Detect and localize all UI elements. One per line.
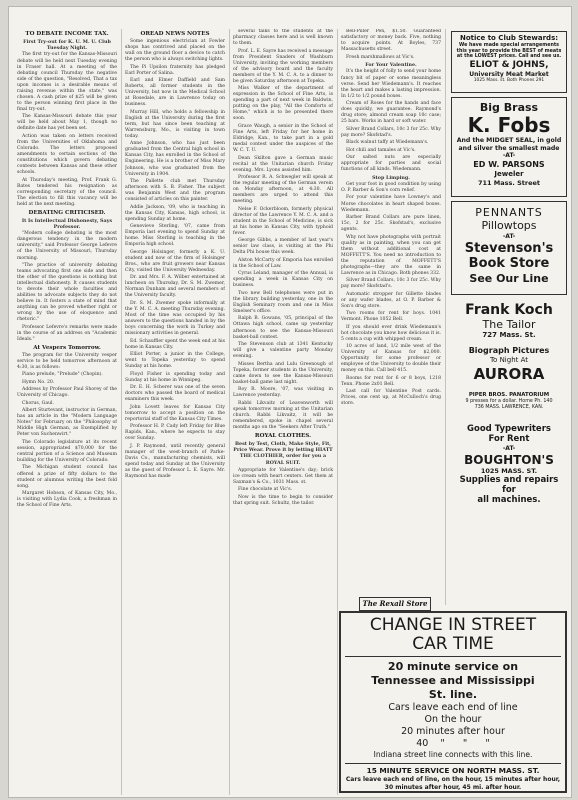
ad-cta: See Our Line [469,272,549,285]
paragraph: Floyd Fisher is spending today and Sunday at his home in Winnipeg. [125,371,225,383]
ad-title: CAR TIME [412,634,494,654]
paragraph: Elliot Porter, a junior in the College, went to Topeka yesterday to spend Sunday at his home. [125,351,225,370]
headline-vespers: At Vespers Tomorrow. [33,344,101,351]
column-rule [337,29,338,795]
ad-headline: AURORA [473,365,545,383]
paragraph: Prof. L. E. Sayre has received a message from President Snaders of Washburn University, inviting the working members of the advisory board and the faculty members of the Y. M. C. A. to a dinner to be given Saturday afternoon at Topeka. [233,48,333,84]
paragraph: Albert Sturtevant, instructor in German, has an article in the "Modern Language Notes" for February on the "Philosophy of Middle High German, as Exemplified by Peter von Suchenwirt." [17,408,117,438]
paragraph: George Gibbs, a member of last year's senior law class, is visiting at the Phi Delta Phi house this week. [233,238,333,256]
ad-royal-clothes-line: Best by Test, Cloth, Make Style, Fit, Price Wear. Prove it by letting HIATT THE CLOTHIER, order for you a [233,440,333,459]
ad-firm-sub: University Meat Market [469,70,549,78]
ad-firm-sub: Book Store [468,256,550,271]
paragraph: John Lovett leaves for Kansas City tomorrow to accept a position on the reportorial staff of the Kansas City Times. [125,404,225,422]
paragraph: Why not have photographs with portrait quality as in painting, when you can get them without additional cost at MOFFETT'S. You need no introduction to the reputation of MOFFETT'S photographs—they are the same in Lawrence as in Chicago. Both phones 332. [341,234,441,276]
ad-at: -AT- [502,233,516,240]
ad-address: 736 MASS. LAWRENCE, KAN. [474,405,544,410]
paragraph: Hymn No. 20. [22,379,55,385]
paragraph: "The practice of university debating teams advocating first one side and then the other of the questions is nothing but intellectual dishonesty. It causes students to devote their whole faculties and abilities to advocate subjects they do not believe in. It fosters a state of mind that anything can be proved whether right or wrong by the use of eloquence and rhetoric." [17,262,117,323]
ad-firm: BOUGHTON'S [464,453,554,467]
ad-pantorium [451,391,567,419]
paragraph: Margaret Hobson, of Kansas City, Mo., is visiting with Lydia Cook, a freshman in the School of Fine Arts. [17,491,117,509]
paragraph: Ed. Schauffler spent the week end at his home in Kansas City. [125,338,225,350]
paragraph: Fresh marshmallows at Vic's. [346,54,415,60]
paragraph: Roy R. Moore, '07, was visiting in Lawrence yesterday. [233,387,333,399]
paragraph: Nelse F. Ockerbloom, formerly physical director of the Lawrence Y. M. C. A. and a student in the School of Medicine, is sick at his home in Kansas City, with typhoid fever. [233,206,333,236]
rexall-store-logo [359,597,431,611]
paragraph: Silver Brand Collars, 10c 3 for 25c. Why pay more? Skofstad's. [341,126,441,138]
subhead-income-tax: First Try-out for K. U. M. U. Club Tuesday Night. [23,39,111,52]
ad-subheadline: 15 MINUTE SERVICE ON NORTH MASS. ST. [366,766,540,775]
rexall-store-label: The Rexall Store [362,599,428,608]
paragraph: 10 acres of land, 1/2 mile west of the University of Kansas for $2,000. Opportunity for some professor or employee of the University to double their money on this. Call bell 415. [341,344,441,374]
subhead: For Your Valentine. [365,62,417,69]
ad-typewriters [451,421,567,517]
paragraph: Dr. E. H. Scherer was one of the seven doctors who passed the board of medical examiners this week. [125,385,225,403]
ad-title: PIPER BROS. PANATORIUM [468,392,550,398]
ad-firm: ED W. PARSONS [473,160,545,170]
ad-text: On the hour [424,714,482,725]
paragraph: Professor H. P. Cady left Friday for Blue Rapids, Kan., where he expects to stay over Sunday. [125,424,225,442]
ad-firm-sub: Jeweler [494,170,524,179]
paragraph: Appropriate for Valentine's day; brick ice cream with heart centers. Get them at Saxman's & Co., 1031 Mass. st. [233,467,333,485]
ad-title: CHANGE IN STREET [369,615,537,635]
paragraph: Hot chili and tamales at Vic's. [346,147,416,153]
ad-royal-clothes-line: ROYAL SUIT. [265,460,301,467]
ad-address: 1025 MASS. ST. [480,467,538,475]
paragraph: Dr. S. M. Zwemer spoke informally at the Y. M. C. A. meeting Thursday evening. Most of the time was occupied by his answers to the questions handed in by the boys concerning the work in Turkey and missionary activities in general. [125,300,225,337]
ad-text: Supplies and repairs for [459,475,559,495]
paragraph: Rabbi Likvaitz of Leavenworth will speak tomorrow morning at the Unitarian church. Rabbi Likvaitz, it will be remembered, spoke in chapel several months ago on the "Seekers After Truth." [233,400,333,430]
headline-oread-news: OREAD NEWS NOTES [140,31,210,37]
paragraph: The Kansas-Missouri debate this year will be held about May 1, though no definite date has yet been set. [17,114,117,132]
paragraph: Some ingenious electrician at Fowler shops has contrived and placed on the wall on the ground floor a device to catch the person who is always switching lights. [125,39,225,63]
ad-text: We have made special arrangements this year to provide the BEST of meats at the LOWEST prices. Call and see us. [456,43,562,60]
ad-headline: 20 minute service on [387,660,519,673]
ad-royal-clothes-title: ROYAL CLOTHES. [254,432,312,439]
ad-street-car-time [339,611,567,793]
paragraph: Misses Bertha and Lulu Greenough of Topeka, former students in the University, came down to see the Kansas-Missouri basket-ball game last night. [233,361,333,385]
paragraph: Earl and Elmer Daffield and Sam Roberts, all former students in the University, but now in the Medical School at Rosedale, are in Lawrence today on business. [125,78,225,108]
paragraph: Silver Brand Collars, 10c 3 for 25c. Why pay more? Skofstad's. [341,278,441,290]
paragraph: Cyrus Leland, manager of the Annual, is spending a week in Kansas City on business. [233,271,333,289]
subhead: Stop Limping. [372,174,410,181]
paragraph: Alston McCarty of Emporia has enrolled in the School of Law. [233,257,333,269]
paragraph: Murray Hill, who holds a fellowship in English at the University during the first term, but has since been teaching at Warrensburg, Mo., is visiting in town today. [125,109,225,139]
ad-headline: St. line. [428,688,478,701]
paragraph: Cream of Roses for the hands and face does quickly, we guarantee. Raymond's drug store; almond cream soap 10c case; 25 bars. Works in hard or soft water. [341,101,441,125]
ad-club-stewards [451,31,567,93]
paragraph: The program for the University vesper service to be held tomorrow afternoon at 4:30, is as follows: [17,352,117,371]
paragraph: At Thursday's meeting, Prof. Frank G. Bates tendered his resignation as corresponding secretary of the council. The election to fill this vacancy will be held at the next meeting. [17,177,117,207]
paragraph: Last call for Valentine Post cards. Prices, one cent up, at McCulloch's drug store. [341,389,441,407]
paragraph: Dr. and Mrs. F. A. Wilber entertained at luncheon on Thursday, Dr. S. M. Zwemer, Norman Dunham and several members of the University faculty. [125,275,225,299]
paragraph: It's the height of folly to send your home fancy bit of paper or some meaningless verse. Send her Wiedemann's. It reaches the heart and makes a lasting impression. In 1/2 to 1/2 pound boxes. [341,69,441,99]
ad-fobs [451,97,567,197]
paragraph: "Modern college debating is the most dangerous tendency in the modern university," said Professor George Lefevre of the University of Missouri, Thursday morning. [17,231,117,261]
subhead-debating: It Is Intellectual Dishonesty, Says Professor. [21,217,113,230]
ad-firm-sub: The Tailor [482,318,536,331]
paragraph: Bell-Piller Pen, $1.50. Guaranteed satisfactory or money back. Five, nothing to acquire points. At Boyles, 737 Massachusetts street. [341,29,441,53]
ad-aurora [451,345,567,389]
paragraph: Two new Bell telephones were put in the library building yesterday, one in the English Seminary room and one in Miss Smelser's office. [233,290,333,314]
newspaper-page [8,6,572,798]
paragraph: Our salted nuts are especially appropriate for parties and social functions of all kinds. Wiedemann. [341,155,441,173]
paragraph: The Stevenson club at 1341 Kentucky will give a valentine party Monday evening. [233,341,333,360]
paragraph: Dean Skilton gave a German music recital at the Unitarian church Friday evening. Mrs. Lyons assisted him. [233,155,333,173]
paragraph: For your valentine have Lowney's and Morse chocolates in heart shaped boxes. Wiedemann. [341,195,441,213]
divider [345,763,561,764]
ad-text: 20 minutes after hour [401,726,505,737]
paragraph: Grace Waugh, a senior in the School of Fine Arts, left Friday for her home in Eldridge, Kan., to take part in a gold medal contest under the auspices of the W. C. T. U. [233,123,333,154]
ad-title: Notice to Club Stewards: [459,34,559,42]
paragraph: Action was taken on letters received from the Universities of Oklahoma and Colorado. The letters proposed amendments to certain sections of the constitutions which govern debating contests between Kansas and these other schools. [17,133,117,176]
paragraph: Professor Lefevre's remarks were made in the course of an address on "Academic Ideals." [17,324,117,342]
divider [345,656,561,657]
paragraph: Piano prelude, "Prelude" (Chopin). [22,372,103,378]
paragraph: Barber Brand Collars are pure linen, 15c, 2 for 25c. Skofstad's, exclusive agents. [341,215,441,233]
paragraph: If you should ever drink Wiedemann's hot chocolate you know how delicious it is. 5 cents a cup with whipped cream. [341,324,441,342]
paragraph: Rooms for rent for 6 or 8 boys, 1218 Tenn. Phone 2x01 Bell. [341,375,441,387]
paragraph: Miss Walker of the department of expression in the School of Fine Arts, is spending a part of next week in Baldwin, putting on the play, "All the Comforts of Home," which is to be presented there soon. [233,86,333,122]
paragraph: The Pi Upsilon fraternity has pledged Earl Porter of Salina. [125,64,225,76]
paragraph: Two rooms for rent for boys. 1041 Vermont. Phone 1052 Bell. [341,311,441,323]
headline-income-tax: TO DEBATE INCOME TAX. [25,31,109,37]
ad-title: Big Brass [479,101,539,114]
paragraph: Get your foot in good condition by using O. P. Barber & Son's corn relief. [341,181,441,194]
ad-title: Biograph Pictures [468,346,550,355]
ad-text: 9 presses for a dollar. Home Ph. 140 [465,399,553,404]
ad-headline: K. Fobs [467,113,551,137]
ad-firm: Stevenson's [464,241,554,256]
paragraph: The Pallette club met Thursday afternoon with S. B. Fisher. The subject was Benjamin West and the program consisted of articles on this painter. [125,178,225,203]
column-rule [121,29,122,795]
column-4 [341,29,441,595]
ad-text: Cars leave each end of line [388,702,518,713]
column-1 [17,29,117,795]
paragraph: The Michigan student council has offered a prize of fifty dollars to the student or alumnus writing the best fold song. [17,465,117,489]
paragraph: J. P. Raymond, until recently general manager of the west-branch of Parke-Davis Co., manufacturing chemists, will spend today and Sunday at the University as the guest of Professor L. E. Sayre. Mr. Raymond has made [125,443,225,479]
paragraph: Anne Johnson, who has just been graduated from the Central high school in Kansas City, has enrolled in the School of Engineering. He is a brother of Miss Mary Johnson, who was graduated from the University in 1904. [125,141,225,177]
ad-subtitle: To Night At [489,356,529,364]
paragraph: Black walnut taffy at Wiedemann's. [346,140,429,146]
paragraph: Address by Professor Paul Shorey of the University of Chicago. [17,387,117,399]
ad-headline: Tennessee and Mississippi [371,674,535,687]
ad-text: all machines. [477,495,541,505]
paragraph: George Holsinger, formerly a K. U. student and now of the firm of Holsinger Bros., who are fruit growers near Kansas City, visited the University Wednesday. [125,249,225,273]
ad-at: -AT- [502,152,516,160]
ad-frank-koch [451,299,567,343]
ad-text: Indiana street line connects with this line. [373,750,533,759]
paragraph: Ralph B. Gowans, '05, principal of the Ottawa high school, came up yesterday afternoon to see the Kansas-Missouri basket-ball contest. [233,316,333,340]
ad-text: 40 " " " [416,738,490,749]
ad-text: Cars leave each end of line, on the hour, 15 minutes after hour, 30 minutes after hour, 45 mi. after hour. [345,776,561,791]
column-2 [125,29,225,795]
column-rule [445,29,446,605]
paragraph: The first try-out for the Kansas-Missouri debate will be held next Tuesday evening in Fraser hall. At a meeting of the debating council Thursday the negative side of the question, "Resolved, That a tax upon incomes is a desirable means of raising revenue within the state," was chosen. A cash prize of $25 will be given to the person winning first place in the final try-out. [17,52,117,112]
paragraph: Professor R. A. Schwegler will speak at the regular meeting of the German verein on Monday afternoon, at 4:30. All members are urged to attend this meeting. [233,175,333,205]
ad-address: 711 Mass. Street [477,179,541,188]
paragraph: Addie Jackson, '09, who is teaching in the Kansas City, Kansas, high school, is spending Sunday at home. [125,204,225,222]
paragraph: The Colorado legislature at its recent session, appropriated $70,000 for the central portion of a Science and Museum building for the University of Colorado. [17,439,117,464]
ad-firm: ELIOT & JOHNS, [469,59,549,70]
paragraph: Chorus, Gaul. [22,400,54,406]
ad-address: 727 Mass. St. [482,331,536,339]
paragraph: several talks to the students at the pharmacy classes here and is well known to them. [233,29,333,47]
ad-subtitle: Pillowtops [481,219,537,232]
column-rule [229,29,230,795]
paragraph: Now is the time to begin to consider that spring suit. Schultz, the tailor. [233,494,333,506]
ad-subtitle: For Rent [488,434,530,444]
ad-text: And the MIDGET SEAL, in gold and silver the smallest made [456,137,562,152]
paragraph: Automatic stropper for Gillette blades or any wafer blades, at O. P. Barber & Son's drug store. [341,291,441,309]
ad-pennants [451,201,567,295]
headline-debating: DEBATING CRITICISED. [28,209,106,216]
column-3 [233,29,333,795]
ad-title: Good Typewriters [467,424,551,434]
paragraph: Genevieve Sterling, '07, came from Emporia last evening to spend Sunday at home. Miss Sterling is teaching in the Emporia high school. [125,224,225,248]
ad-address: 1025 Mass. st. Both Phones 291 [473,77,545,83]
ad-firm: Frank Koch [465,302,553,318]
ad-at: -AT- [502,445,516,452]
paragraph: Fine chocolate at Vic's. [238,487,293,493]
ad-title: PENNANTS [475,206,543,219]
